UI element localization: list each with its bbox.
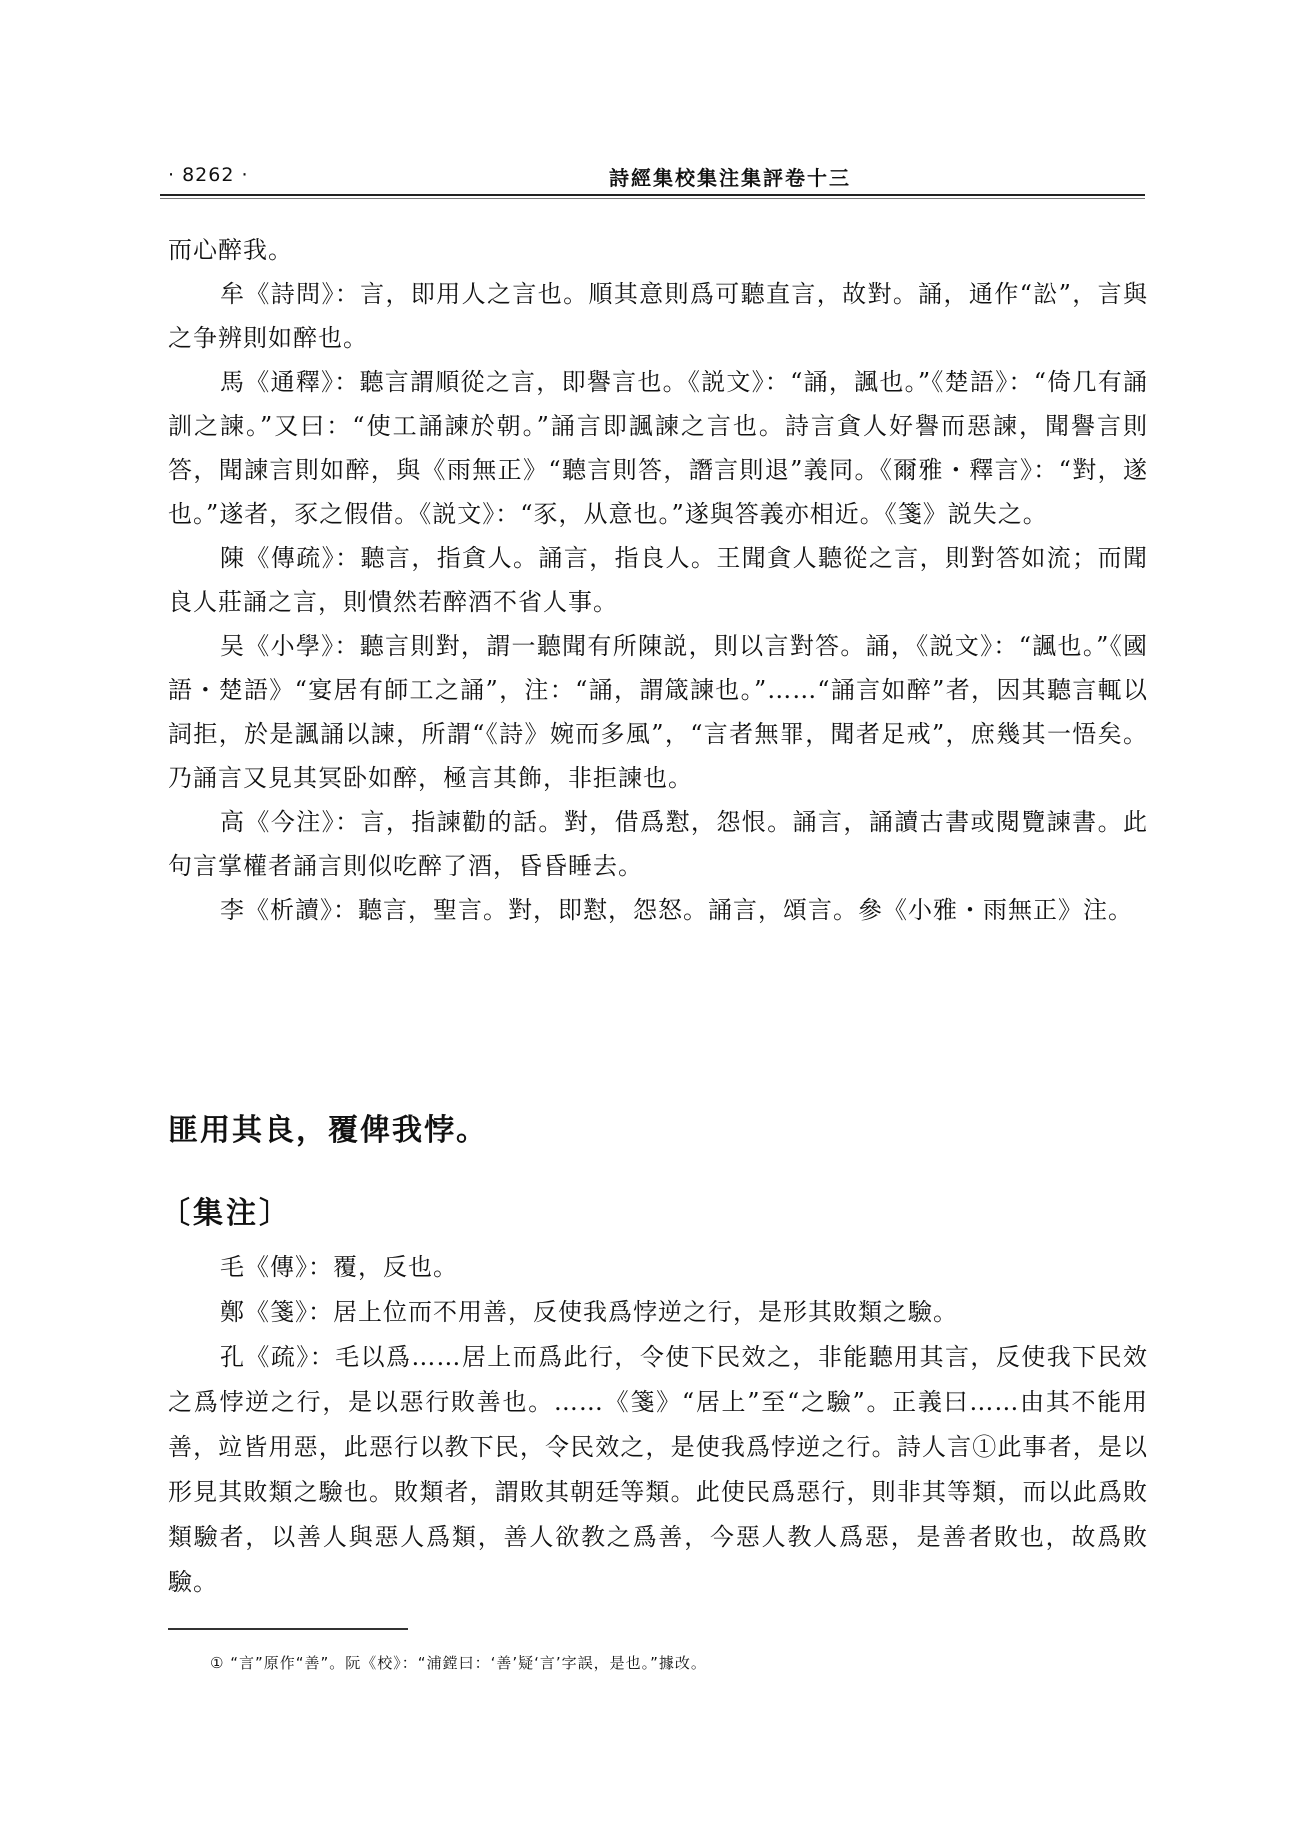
paragraph-mou: 牟《詩問》：言，即用人之言也。順其意則爲可聽直言，故對。誦，通作“訟”，言與之争辨則如醉也。 bbox=[168, 280, 1148, 352]
header-rule bbox=[160, 194, 1145, 196]
paragraph-continuation: 而心醉我。 bbox=[168, 236, 293, 264]
paragraph-wu: 吴《小學》：聽言則對，謂一聽聞有所陳説，則以言對答。誦，《説文》：“諷也。”《國語・楚語》“宴居有師工之誦”，注：“誦，謂箴諫也。”……“誦言如醉”者，因其聽言輒以詞拒，於是諷誦以諫，所謂“《詩》婉而多風”，“言者無罪，聞者足戒”，庶幾其一悟矣。乃誦言又見其冥卧如醉，極言其飾，非拒諫也。 bbox=[168, 632, 1148, 792]
paragraph-chen: 陳《傳疏》：聽言，指貪人。誦言，指良人。王聞貪人聽從之言，則對答如流；而聞良人莊誦之言，則憒然若醉酒不省人事。 bbox=[168, 544, 1148, 616]
running-title: 詩經集校集注集評卷十三 bbox=[609, 166, 851, 190]
header-rule-thin bbox=[160, 198, 1145, 199]
paragraph-li: 李《析讀》：聽言，聖言。對，即懟，怨怒。誦言，頌言。參《小雅・雨無正》注。 bbox=[220, 896, 1133, 924]
paragraph-ma: 馬《通釋》：聽言謂順從之言，即譽言也。《説文》：“誦，諷也。”《楚語》：“倚几有誦訓之諫。”又曰：“使工誦諫於朝。”誦言即諷諫之言也。詩言貪人好譽而惡諫，聞譽言則答，聞諫言則如醉，與《雨無正》“聽言則答，譖言則退”義同。《爾雅・釋言》：“對，遂也。”遂者，豕之假借。《説文》：“豕，从意也。”遂與答義亦相近。《箋》説失之。 bbox=[168, 368, 1148, 528]
paragraph-gao: 高《今注》：言，指諫勸的話。對，借爲懟，怨恨。誦言，誦讀古書或閱覽諫書。此句言掌權者誦言則似吃醉了酒，昏昏睡去。 bbox=[168, 808, 1148, 880]
note-mao: 毛《傳》：覆，反也。 bbox=[220, 1253, 458, 1281]
note-kong: 孔《疏》：毛以爲……居上而爲此行，令使下民效之，非能聽用其言，反使我下民效之爲悖逆之行，是以惡行敗善也。……《箋》“居上”至“之驗”。正義曰……由其不能用善，竝皆用惡，此惡行以教下民，令民效之，是使我爲悖逆之行。詩人言①此事者，是以形見其敗類之驗也。敗類者，謂敗其朝廷等類。此使民爲惡行，則非其等類，而以此爲敗類驗者，以善人與惡人爲類，善人欲教之爲善，今惡人教人爲惡，是善者敗也，故爲敗驗。 bbox=[168, 1343, 1148, 1596]
page-header bbox=[160, 160, 1145, 192]
note-zheng: 鄭《箋》：居上位而不用善，反使我爲悖逆之行，是形其敗類之驗。 bbox=[220, 1298, 958, 1326]
page-number: · 8262 · bbox=[168, 164, 249, 186]
footnote-rule bbox=[168, 1628, 408, 1630]
commentary-body bbox=[168, 228, 1148, 932]
section-heading: 〔集注〕 bbox=[160, 1196, 292, 1231]
verse-line: 匪用其良，覆俾我悖。 bbox=[168, 1113, 488, 1148]
footnote: ① “言”原作“善”。阮《校》：“浦鏜曰：‘善’疑‘言’字誤，是也。”據改。 bbox=[210, 1654, 707, 1672]
notes-body bbox=[168, 1245, 1148, 1605]
